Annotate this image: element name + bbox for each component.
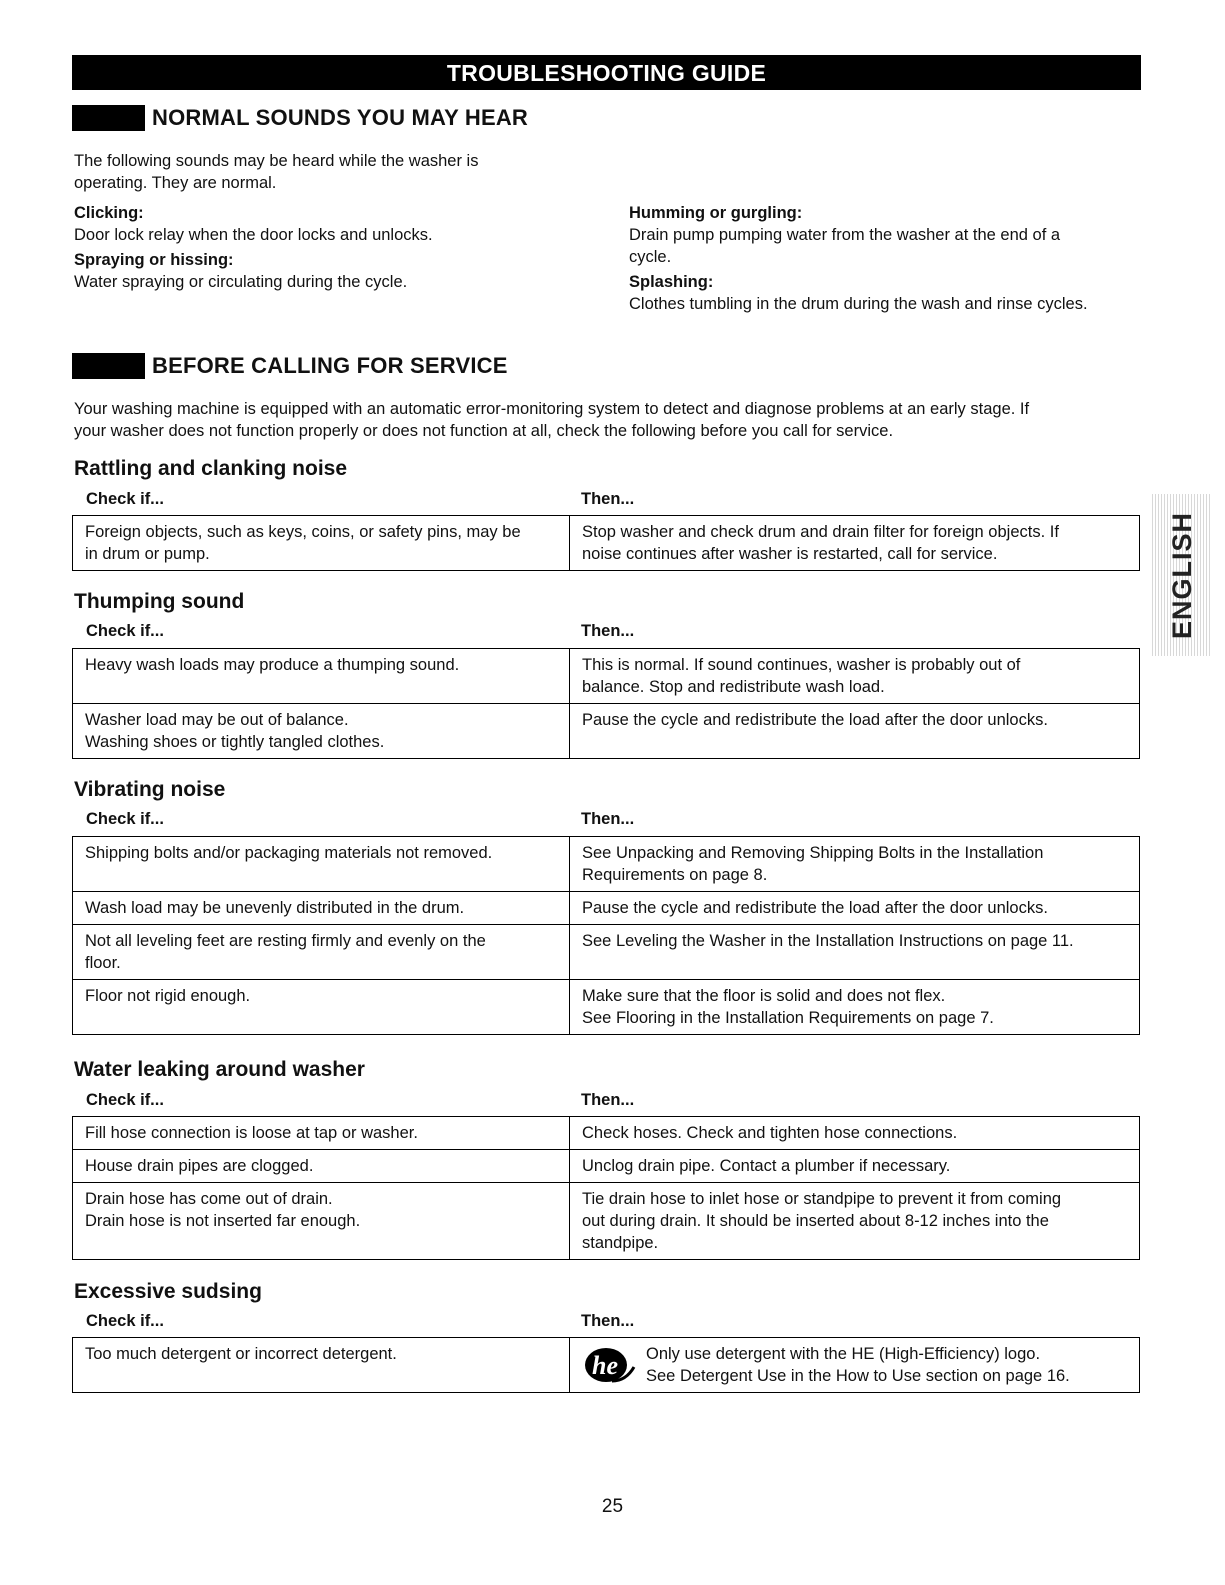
page-number: 25 bbox=[601, 1496, 624, 1517]
normal-sounds-heading bbox=[72, 103, 528, 133]
before-service-heading bbox=[72, 351, 508, 381]
table-row bbox=[73, 1150, 1140, 1183]
troubleshooting-table bbox=[72, 1116, 1140, 1260]
then-header: Then... bbox=[581, 1091, 635, 1109]
troubleshooting-table bbox=[72, 836, 1140, 1035]
sound-desc: cycle. bbox=[629, 248, 672, 266]
table-row bbox=[73, 516, 1140, 571]
he-logo-icon bbox=[582, 1345, 636, 1385]
then-header: Then... bbox=[581, 490, 635, 508]
sound-desc: Drain pump pumping water from the washer at the end of a bbox=[629, 226, 1061, 244]
then-header: Then... bbox=[581, 1312, 635, 1330]
svg-text:he: he bbox=[592, 1351, 618, 1380]
sound-term: Humming or gurgling: bbox=[629, 204, 803, 222]
sound-term: Spraying or hissing: bbox=[74, 251, 234, 269]
check-if-header: Check if... bbox=[86, 622, 164, 640]
language-tab bbox=[1152, 494, 1212, 656]
normal-sounds-title: NORMAL SOUNDS YOU MAY HEAR bbox=[152, 105, 528, 130]
then-cell: Check hoses. Check and tighten hose connections. bbox=[570, 1117, 1140, 1150]
check-if-header: Check if... bbox=[86, 810, 164, 828]
sound-desc: Clothes tumbling in the drum during the wash and rinse cycles. bbox=[629, 295, 1088, 313]
table-row bbox=[73, 1338, 1140, 1393]
sound-desc: Water spraying or circulating during the cycle. bbox=[74, 273, 408, 291]
sound-term: Splashing: bbox=[629, 273, 714, 291]
then-header: Then... bbox=[581, 622, 635, 640]
check-cell: Heavy wash loads may produce a thumping sound. bbox=[73, 649, 570, 704]
then-cell: Pause the cycle and redistribute the load after the door unlocks. bbox=[570, 704, 1140, 759]
check-if-header: Check if... bbox=[86, 490, 164, 508]
table-row bbox=[73, 837, 1140, 892]
check-cell: Drain hose has come out of drain. Drain hose is not inserted far enough. bbox=[73, 1183, 570, 1260]
table-row bbox=[73, 980, 1140, 1035]
table-row bbox=[73, 1117, 1140, 1150]
table-row bbox=[73, 925, 1140, 980]
sound-item bbox=[629, 271, 1149, 315]
intro-line: your washer does not function properly or does not function at all, check the following before you call for service. bbox=[74, 422, 894, 440]
then-cell: Stop washer and check drum and drain filter for foreign objects. If noise continues after washer is restarted, call for service. bbox=[570, 516, 1140, 571]
table-row bbox=[73, 892, 1140, 925]
then-cell: Make sure that the floor is solid and does not flex. See Flooring in the Installation Requirements on page 7. bbox=[570, 980, 1140, 1035]
page-banner: TROUBLESHOOTING GUIDE bbox=[72, 55, 1141, 90]
section-title: Thumping sound bbox=[74, 590, 245, 613]
table-row bbox=[73, 649, 1140, 704]
check-if-header: Check if... bbox=[86, 1312, 164, 1330]
then-cell: Tie drain hose to inlet hose or standpipe to prevent it from coming out during drain. It should be inserted about 8-12 inches into the standpipe. bbox=[570, 1183, 1140, 1260]
section-title: Water leaking around washer bbox=[74, 1058, 365, 1081]
sound-term: Clicking: bbox=[74, 204, 144, 222]
check-cell: Fill hose connection is loose at tap or washer. bbox=[73, 1117, 570, 1150]
section-title: Rattling and clanking noise bbox=[74, 457, 348, 480]
troubleshooting-table bbox=[72, 1337, 1140, 1393]
troubleshooting-table bbox=[72, 648, 1140, 759]
before-service-intro bbox=[74, 398, 1154, 442]
intro-line: The following sounds may be heard while the washer is bbox=[74, 152, 479, 170]
check-cell: Washer load may be out of balance. Washing shoes or tightly tangled clothes. bbox=[73, 704, 570, 759]
check-cell: House drain pipes are clogged. bbox=[73, 1150, 570, 1183]
check-cell: Foreign objects, such as keys, coins, or safety pins, may be in drum or pump. bbox=[73, 516, 570, 571]
normal-sounds-left-column bbox=[74, 202, 604, 296]
normal-sounds-intro bbox=[74, 150, 594, 194]
heading-bar bbox=[72, 353, 145, 379]
language-label: ENGLISH bbox=[1166, 511, 1197, 639]
then-cell: See Unpacking and Removing Shipping Bolts in the Installation Requirements on page 8. bbox=[570, 837, 1140, 892]
check-cell: Shipping bolts and/or packaging materials not removed. bbox=[73, 837, 570, 892]
sound-item bbox=[74, 202, 604, 246]
then-cell: See Leveling the Washer in the Installation Instructions on page 11. bbox=[570, 925, 1140, 980]
sound-desc: Door lock relay when the door locks and unlocks. bbox=[74, 226, 433, 244]
table-row bbox=[73, 1183, 1140, 1260]
section-title: Vibrating noise bbox=[74, 778, 226, 801]
sound-item bbox=[74, 249, 604, 293]
check-cell: Not all leveling feet are resting firmly and evenly on the floor. bbox=[73, 925, 570, 980]
then-cell: Unclog drain pipe. Contact a plumber if necessary. bbox=[570, 1150, 1140, 1183]
section-title: Excessive sudsing bbox=[74, 1280, 262, 1303]
heading-bar bbox=[72, 105, 145, 131]
intro-line: operating. They are normal. bbox=[74, 174, 277, 192]
normal-sounds-right-column bbox=[629, 202, 1149, 318]
then-cell: This is normal. If sound continues, washer is probably out of balance. Stop and redistribute wash load. bbox=[570, 649, 1140, 704]
table-row bbox=[73, 704, 1140, 759]
before-service-title: BEFORE CALLING FOR SERVICE bbox=[152, 353, 508, 378]
check-cell: Too much detergent or incorrect detergent. bbox=[73, 1338, 570, 1393]
then-header: Then... bbox=[581, 810, 635, 828]
then-cell: Pause the cycle and redistribute the load after the door unlocks. bbox=[570, 892, 1140, 925]
troubleshooting-table bbox=[72, 515, 1140, 571]
check-if-header: Check if... bbox=[86, 1091, 164, 1109]
then-cell: he Only use detergent with the HE (High-Efficiency) logo. See Detergent Use in the How to Use section on page 16. bbox=[570, 1338, 1140, 1393]
intro-line: Your washing machine is equipped with an automatic error-monitoring system to detect and diagnose problems at an early stage. If bbox=[74, 400, 1030, 418]
check-cell: Floor not rigid enough. bbox=[73, 980, 570, 1035]
sound-item bbox=[629, 202, 1149, 268]
check-cell: Wash load may be unevenly distributed in the drum. bbox=[73, 892, 570, 925]
